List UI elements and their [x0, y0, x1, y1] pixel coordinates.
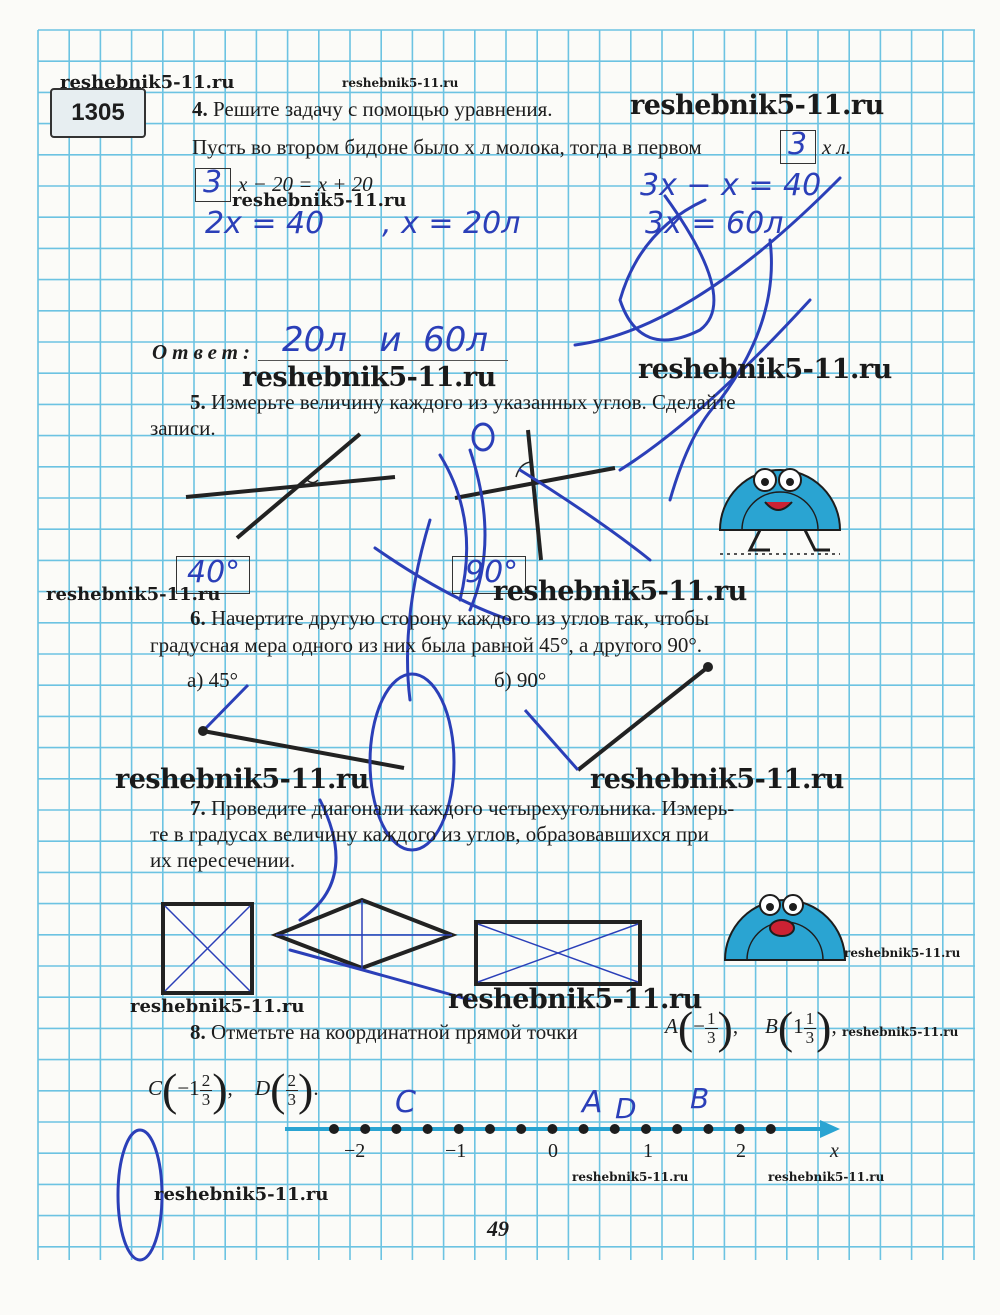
point-a-numerator: 1 — [707, 1008, 716, 1028]
point-d-denominator: 3 — [287, 1089, 296, 1109]
angle-figure-1 — [186, 434, 395, 538]
task4-line1-end: x л. — [822, 135, 851, 159]
axis-dot — [454, 1124, 464, 1134]
point-a-denominator: 3 — [707, 1027, 716, 1047]
point-b-fraction — [804, 1010, 817, 1047]
task4-hw-eq4: 3x = 60л — [645, 206, 784, 241]
watermark: reshebnik5-11.ru — [493, 576, 747, 607]
point-b-numerator: 1 — [805, 1008, 815, 1028]
task4-title-text: Решите задачу с помощью уравнения. — [213, 97, 553, 121]
task4-answer-label: Ответ: — [152, 340, 255, 364]
task7-text-line1: Проведите диагонали каждого четырехугольника. Измерь- — [211, 796, 735, 820]
axis-tick-label: 2 — [736, 1140, 746, 1162]
axis-dot — [672, 1124, 682, 1134]
task6-label-a: а) 45° — [187, 668, 238, 692]
watermark: reshebnik5-11.ru — [768, 1170, 885, 1184]
task6-label-b: б) 90° — [494, 668, 547, 692]
axis-dot — [329, 1124, 339, 1134]
task4-box-value-2: 3 — [203, 165, 223, 200]
axis-tick-label: −1 — [445, 1140, 467, 1162]
rhombus-figure — [276, 900, 452, 968]
problem-number: 1305 — [71, 99, 125, 126]
task6-text — [190, 604, 709, 632]
point-c-numerator: 2 — [201, 1070, 211, 1090]
point-b-label: B — [765, 1013, 778, 1038]
watermark: reshebnik5-11.ru — [232, 190, 407, 211]
task8-point-d: D( $\frac{2}{3}$ ). — [255, 1064, 319, 1115]
hw-point-b: B — [690, 1082, 710, 1115]
axis-tick-label: 1 — [643, 1140, 653, 1162]
task4-number: 4. — [192, 97, 208, 121]
problem-number-badge — [50, 88, 146, 138]
point-b-separator: , — [831, 1013, 837, 1038]
task4-answer-box-1 — [780, 127, 816, 164]
watermark: reshebnik5-11.ru — [242, 362, 496, 393]
task4-hw-eq3: 3x − x = 40 — [640, 168, 822, 203]
point-c-label: C — [148, 1075, 163, 1100]
watermark: reshebnik5-11.ru — [448, 984, 702, 1015]
task8-text-line1: Отметьте на координатной прямой точки — [211, 1020, 578, 1044]
task8-text — [190, 1018, 578, 1046]
point-a-separator: , — [732, 1013, 739, 1038]
axis-dot — [485, 1124, 495, 1134]
axis-label-x: x — [830, 1140, 839, 1162]
task4-answer-box-2 — [195, 165, 231, 202]
task6-text-line2: градусная мера одного из них была равной 45°, а другого 90°. — [150, 633, 703, 657]
task4-box-value-1: 3 — [788, 127, 808, 162]
watermark: reshebnik5-11.ru — [154, 1184, 329, 1205]
rectangle-figure — [476, 922, 640, 984]
axis-dot — [423, 1124, 433, 1134]
point-b-denominator: 3 — [805, 1027, 815, 1047]
task6-text-line1: Начертите другую сторону каждого из углов так, чтобы — [211, 606, 710, 630]
axis-dot — [641, 1124, 651, 1134]
task5-text-line2: записи. — [150, 416, 216, 440]
task4-line1-text: Пусть во втором бидоне было x л молока, тогда в первом — [192, 135, 702, 159]
task5-text-line1: Измерьте величину каждого из указанных углов. Сделайте — [211, 390, 736, 414]
hw-point-c: C — [395, 1085, 416, 1120]
square-figure — [163, 904, 252, 993]
task4-equation: x − 20 = x + 20 — [238, 172, 373, 196]
task4-line1 — [192, 133, 702, 161]
point-c-denominator: 3 — [201, 1089, 211, 1109]
task4-answer-underline — [258, 360, 508, 361]
axis-dot — [610, 1124, 620, 1134]
watermark: reshebnik5-11.ru — [572, 1170, 689, 1184]
watermark: reshebnik5-11.ru — [342, 76, 459, 90]
task8-point-a: A(− $\frac{1}{3}$ ), — [665, 1002, 739, 1053]
axis-dot — [579, 1124, 589, 1134]
watermark: reshebnik5-11.ru — [844, 946, 961, 960]
point-c-fraction — [200, 1072, 213, 1109]
point-d-numerator: 2 — [287, 1070, 296, 1090]
watermark: reshebnik5-11.ru — [115, 764, 369, 795]
angle-90-figure — [525, 662, 713, 770]
watermark: reshebnik5-11.ru — [590, 764, 844, 795]
task7-text-line2: те в градусах величину каждого из углов, образовавшихся при — [150, 822, 709, 846]
watermark: reshebnik5-11.ru — [638, 354, 892, 385]
axis-dot — [703, 1124, 713, 1134]
task8-number: 8. — [190, 1020, 206, 1044]
watermark: reshebnik5-11.ru — [130, 996, 305, 1017]
task8-point-c: C(−1 $\frac{2}{3}$ ), — [148, 1064, 233, 1115]
task6-number: 6. — [190, 606, 206, 630]
axis-dot — [766, 1124, 776, 1134]
task5-number: 5. — [190, 390, 206, 414]
task4-hw-answer: 20л и 60л — [282, 320, 489, 360]
axis-dot — [391, 1124, 401, 1134]
task7-text-line3: их пересечении. — [150, 848, 296, 872]
point-d-separator: . — [313, 1075, 319, 1100]
hw-point-a: A — [582, 1085, 603, 1120]
axis-tick-label: −2 — [344, 1140, 366, 1162]
task4-hw-eq1: 2x = 40 — [205, 206, 325, 241]
point-a-label: A — [665, 1013, 678, 1038]
axis-tick-label: 0 — [548, 1140, 558, 1162]
point-c-separator: , — [227, 1075, 233, 1100]
task4-hw-eq2: , x = 20л — [382, 206, 521, 241]
task5-hw-angle2: 90° — [465, 555, 519, 590]
watermark: reshebnik5-11.ru — [60, 72, 235, 93]
axis-dot — [360, 1124, 370, 1134]
axis-dot — [547, 1124, 557, 1134]
axis-dots — [329, 1124, 776, 1134]
point-c-whole: −1 — [177, 1075, 200, 1100]
task8-point-b: B(1 $\frac{1}{3}$ ), — [765, 1002, 837, 1053]
hw-point-d: D — [615, 1092, 637, 1125]
task7-number: 7. — [190, 796, 206, 820]
watermark: reshebnik5-11.ru — [630, 90, 884, 121]
point-d-label: D — [255, 1075, 271, 1100]
point-d-fraction — [286, 1072, 299, 1109]
point-a-fraction — [705, 1010, 718, 1047]
watermark: reshebnik5-11.ru — [46, 584, 221, 605]
watermark: reshebnik5-11.ru — [842, 1025, 959, 1039]
task4-title — [192, 95, 553, 123]
axis-dot — [516, 1124, 526, 1134]
page-number: 49 — [487, 1216, 509, 1241]
protractor-mascot-1 — [720, 469, 840, 554]
axis-dot — [735, 1124, 745, 1134]
point-a-sign: − — [693, 1013, 705, 1038]
task5-hw-angle1: 40° — [187, 555, 241, 590]
point-b-whole: 1 — [793, 1013, 804, 1038]
protractor-mascot-2 — [725, 895, 845, 960]
task7-text — [190, 794, 734, 822]
